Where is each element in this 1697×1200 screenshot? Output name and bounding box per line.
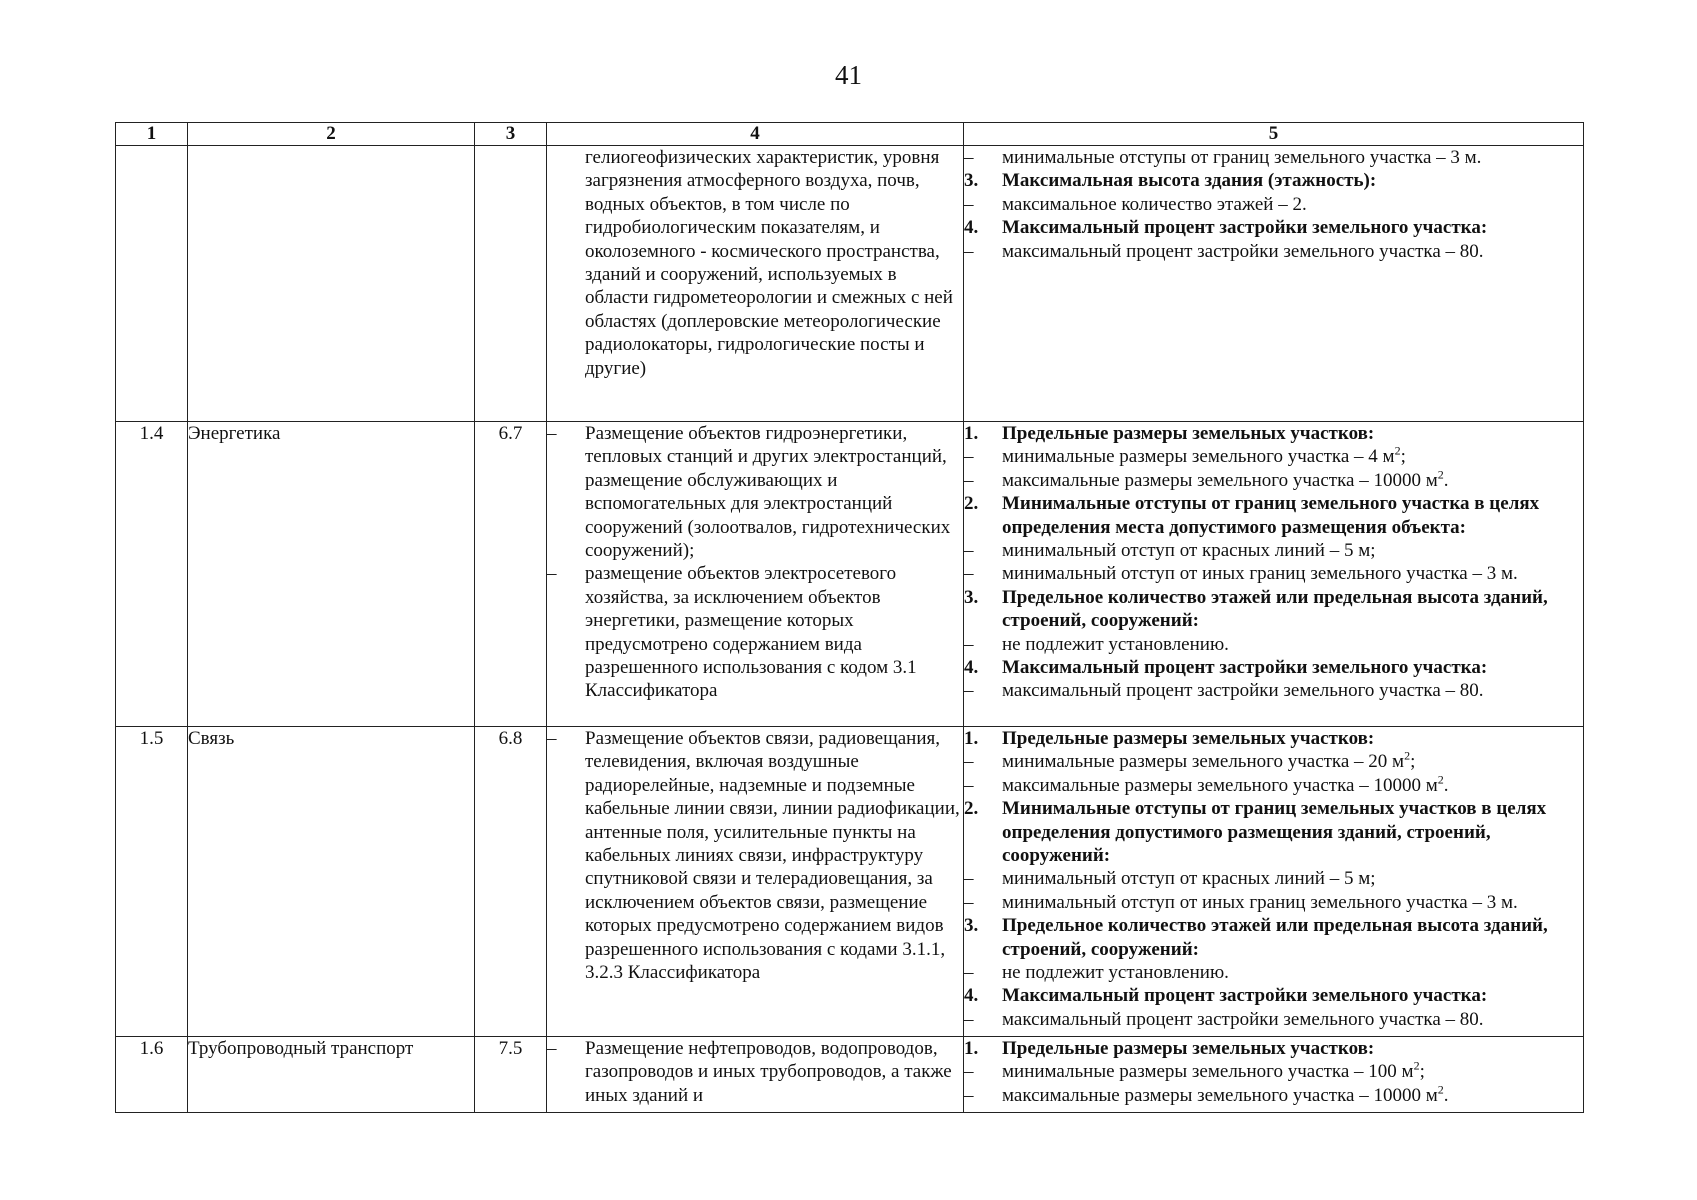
item-marker: – — [964, 774, 974, 796]
parameter-item — [964, 445, 1583, 468]
row-number: 1.6 — [116, 1037, 188, 1113]
use-description — [547, 146, 964, 422]
use-description — [547, 422, 964, 727]
item-text-main: Предельное количество этажей или предельная высота зданий, строений, сооружений: — [1002, 915, 1548, 960]
item-text-main: Минимальные отступы от границ земельных участков в целях определения допустимого размещения зданий, строений, сооружений: — [1002, 798, 1547, 867]
item-text-main: Максимальная высота здания (этажность): — [1002, 170, 1377, 192]
column-header: 4 — [547, 123, 964, 146]
item-text-main: максимальный процент застройки земельного участка – 80. — [1002, 1008, 1484, 1030]
item-text — [1002, 586, 1583, 633]
building-parameters — [964, 1037, 1584, 1113]
parameter-item — [964, 1037, 1583, 1060]
parameter-item — [964, 914, 1583, 961]
item-text-main: минимальный отступ от красных линий – 5 м; — [1002, 540, 1376, 562]
item-marker: – — [964, 751, 974, 773]
item-punctuation: ; — [1400, 446, 1406, 468]
item-text-main: минимальный отступ от красных линий – 5 м; — [1002, 868, 1376, 890]
item-text — [1002, 146, 1583, 169]
item-text-main: Предельные размеры земельных участков: — [1002, 728, 1375, 749]
row-number: 1.5 — [116, 727, 188, 1037]
classifier-code: 6.7 — [475, 422, 547, 727]
item-text-main: не подлежит установлению. — [1002, 962, 1229, 984]
parameter-item — [964, 422, 1583, 445]
item-text — [585, 146, 963, 380]
item-marker: – — [964, 193, 974, 215]
item-marker: – — [964, 868, 974, 890]
item-text — [1002, 914, 1583, 961]
item-text — [1002, 774, 1583, 797]
description-item — [547, 1037, 963, 1107]
item-marker: – — [547, 1038, 557, 1059]
item-marker: – — [964, 446, 974, 468]
use-type-name: Связь — [188, 727, 475, 1037]
parameter-item — [964, 797, 1583, 867]
item-text — [585, 422, 963, 562]
item-text — [1002, 1037, 1583, 1060]
item-marker: 2. — [964, 798, 979, 820]
column-header: 2 — [188, 123, 475, 146]
building-parameters — [964, 146, 1584, 422]
column-header: 5 — [964, 123, 1584, 146]
item-text-main: Размещение объектов гидроэнергетики, тепловых станций и других электростанций, размещение обслуживающих и вспомогательных для электростанций сооружений (золоотвалов, гидротехнических сооружений); — [585, 423, 951, 562]
item-text — [1002, 193, 1583, 216]
item-marker: 1. — [964, 728, 979, 749]
parameter-item — [964, 961, 1583, 984]
item-text-main: гелиогеофизических характеристик, уровня загрязнения атмосферного воздуха, почв, водных объектов, в том числе по гидробиологическим показателям, и околоземного - космического пространства, зданий и сооружений, используемых в области гидрометеорологии и смежных с ней областях (доплеровские метеорологические радиолокаторы, гидрологические посты и другие) — [585, 147, 953, 379]
use-type-name: Энергетика — [188, 422, 475, 727]
column-header: 3 — [475, 123, 547, 146]
item-punctuation: ; — [1410, 751, 1416, 773]
description-item — [547, 422, 963, 562]
use-type-name — [188, 146, 475, 422]
use-description — [547, 1037, 964, 1113]
parameter-item — [964, 146, 1583, 169]
item-text — [585, 1037, 963, 1107]
item-text — [1002, 240, 1583, 263]
item-text-main: не подлежит установлению. — [1002, 633, 1229, 655]
superscript: 2 — [1413, 1059, 1420, 1074]
zoning-table — [115, 122, 1584, 1113]
parameter-item — [964, 492, 1583, 539]
item-text — [1002, 1008, 1583, 1031]
parameter-item — [964, 727, 1583, 750]
table-row — [116, 1037, 1584, 1113]
item-marker: 2. — [964, 493, 979, 515]
superscript: 2 — [1437, 467, 1444, 482]
item-text — [1002, 539, 1583, 562]
item-text — [1002, 469, 1583, 492]
item-text-main: размещение объектов электросетевого хозяйства, за исключением объектов энергетики, размещение которых предусмотрено содержанием вида разрешенного использования с кодом 3.1 Классификатора — [585, 563, 917, 702]
parameter-item — [964, 1008, 1583, 1031]
item-text-main: максимальные размеры земельного участка – 10000 м — [1002, 469, 1438, 491]
parameter-item — [964, 539, 1583, 562]
item-punctuation: . — [1443, 1084, 1449, 1106]
item-marker: – — [964, 891, 974, 913]
item-marker: 4. — [964, 657, 979, 679]
item-marker: 1. — [964, 1038, 979, 1059]
item-marker: – — [964, 563, 974, 585]
superscript: 2 — [1437, 1082, 1444, 1097]
parameter-item — [964, 867, 1583, 890]
item-text — [1002, 984, 1583, 1007]
item-text — [1002, 797, 1583, 867]
superscript: 2 — [1394, 444, 1401, 459]
item-marker: – — [964, 147, 974, 168]
table-row — [116, 146, 1584, 422]
item-marker: – — [964, 1084, 974, 1106]
item-text-main: минимальный отступ от иных границ земельного участка – 3 м. — [1002, 891, 1518, 913]
item-marker: – — [547, 563, 557, 585]
row-number: 1.4 — [116, 422, 188, 727]
use-description — [547, 727, 964, 1037]
item-text — [1002, 679, 1583, 702]
table-row — [116, 727, 1584, 1037]
item-text-main: Размещение нефтепроводов, водопроводов, газопроводов и иных трубопроводов, а также иных зданий и — [585, 1038, 952, 1106]
item-marker: 3. — [964, 915, 979, 937]
item-text — [1002, 445, 1583, 468]
parameter-item — [964, 750, 1583, 773]
item-text — [1002, 1084, 1583, 1107]
building-parameters — [964, 727, 1584, 1037]
parameter-item — [964, 1084, 1583, 1107]
parameter-item — [964, 984, 1583, 1007]
page-number: 41 — [835, 60, 862, 90]
item-text-main: минимальные размеры земельного участка – 4 м — [1002, 446, 1395, 468]
item-text — [1002, 422, 1583, 445]
parameter-item — [964, 169, 1583, 192]
item-text-main: Максимальный процент застройки земельного участка: — [1002, 657, 1488, 679]
item-text — [1002, 216, 1583, 239]
column-header: 1 — [116, 123, 188, 146]
item-text-main: Предельное количество этажей или предельная высота зданий, строений, сооружений: — [1002, 586, 1548, 632]
item-text-main: минимальные отступы от границ земельного участка – 3 м. — [1002, 147, 1482, 168]
parameter-item — [964, 193, 1583, 216]
item-text — [1002, 1060, 1583, 1083]
item-marker: – — [964, 1008, 974, 1030]
item-marker: – — [964, 1061, 974, 1083]
item-text-main: максимальный процент застройки земельного участка – 80. — [1002, 680, 1484, 702]
item-text-main: Предельные размеры земельных участков: — [1002, 423, 1375, 444]
item-marker: – — [964, 680, 974, 702]
parameter-item — [964, 633, 1583, 656]
item-marker: – — [964, 633, 974, 655]
item-punctuation: . — [1443, 774, 1449, 796]
item-marker: – — [547, 423, 557, 444]
table-row — [116, 422, 1584, 727]
item-marker: 1. — [964, 423, 979, 444]
parameter-item — [964, 891, 1583, 914]
header-row — [116, 123, 1584, 146]
item-marker: – — [964, 540, 974, 562]
item-text — [1002, 867, 1583, 890]
classifier-code — [475, 146, 547, 422]
parameter-item — [964, 562, 1583, 585]
superscript: 2 — [1404, 749, 1411, 764]
item-marker: 3. — [964, 586, 979, 608]
classifier-code: 7.5 — [475, 1037, 547, 1113]
description-item — [547, 727, 963, 984]
item-text — [1002, 727, 1583, 750]
item-text-main: минимальные размеры земельного участка – 20 м — [1002, 751, 1405, 773]
item-text-main: максимальный процент застройки земельного участка – 80. — [1002, 240, 1484, 262]
item-text-main: максимальное количество этажей – 2. — [1002, 193, 1307, 215]
superscript: 2 — [1437, 772, 1444, 787]
item-text-main: Максимальный процент застройки земельного участка: — [1002, 217, 1488, 239]
item-text — [585, 727, 963, 984]
item-marker: – — [964, 469, 974, 491]
item-text — [1002, 492, 1583, 539]
item-text-main: максимальные размеры земельного участка – 10000 м — [1002, 774, 1438, 796]
item-marker: – — [547, 728, 557, 749]
item-text — [1002, 891, 1583, 914]
parameter-item — [964, 240, 1583, 263]
parameter-item — [964, 679, 1583, 702]
item-text-main: Размещение объектов связи, радиовещания, телевидения, включая воздушные радиорелейные, надземные и подземные кабельные линии связи, линии радиофикации, антенные поля, усилительные пункты на кабельных линиях связи, инфраструктуру спутниковой связи и телерадиовещания, за исключением объектов связи, размещение которых предусмотрено содержанием видов разрешенного использования с кодами 3.1.1, 3.2.3 Классификатора — [585, 728, 960, 984]
use-type-name: Трубопроводный транспорт — [188, 1037, 475, 1113]
parameter-item — [964, 1060, 1583, 1083]
parameter-item — [964, 586, 1583, 633]
parameter-item — [964, 469, 1583, 492]
item-text-main: Минимальные отступы от границ земельного участка в целях определения места допустимого размещения объекта: — [1002, 493, 1540, 538]
item-text-main: максимальные размеры земельного участка – 10000 м — [1002, 1084, 1438, 1106]
item-text — [1002, 750, 1583, 773]
item-text — [585, 562, 963, 702]
item-marker: – — [964, 962, 974, 984]
item-marker: 4. — [964, 217, 979, 239]
parameter-item — [964, 216, 1583, 239]
description-item — [547, 562, 963, 702]
item-marker: 3. — [964, 170, 979, 192]
item-text-main: минимальные размеры земельного участка – 100 м — [1002, 1061, 1414, 1083]
item-punctuation: . — [1443, 469, 1449, 491]
item-text — [1002, 562, 1583, 585]
item-text-main: Максимальный процент застройки земельного участка: — [1002, 985, 1488, 1007]
item-marker: 4. — [964, 985, 979, 1007]
classifier-code: 6.8 — [475, 727, 547, 1037]
item-text — [1002, 656, 1583, 679]
item-text — [1002, 169, 1583, 192]
parameter-item — [964, 656, 1583, 679]
parameter-item — [964, 774, 1583, 797]
description-item — [547, 146, 963, 380]
building-parameters — [964, 422, 1584, 727]
item-marker: – — [964, 240, 974, 262]
row-number — [116, 146, 188, 422]
item-text-main: минимальный отступ от иных границ земельного участка – 3 м. — [1002, 563, 1518, 585]
item-text-main: Предельные размеры земельных участков: — [1002, 1038, 1375, 1059]
item-punctuation: ; — [1419, 1061, 1425, 1083]
item-text — [1002, 633, 1583, 656]
item-text — [1002, 961, 1583, 984]
